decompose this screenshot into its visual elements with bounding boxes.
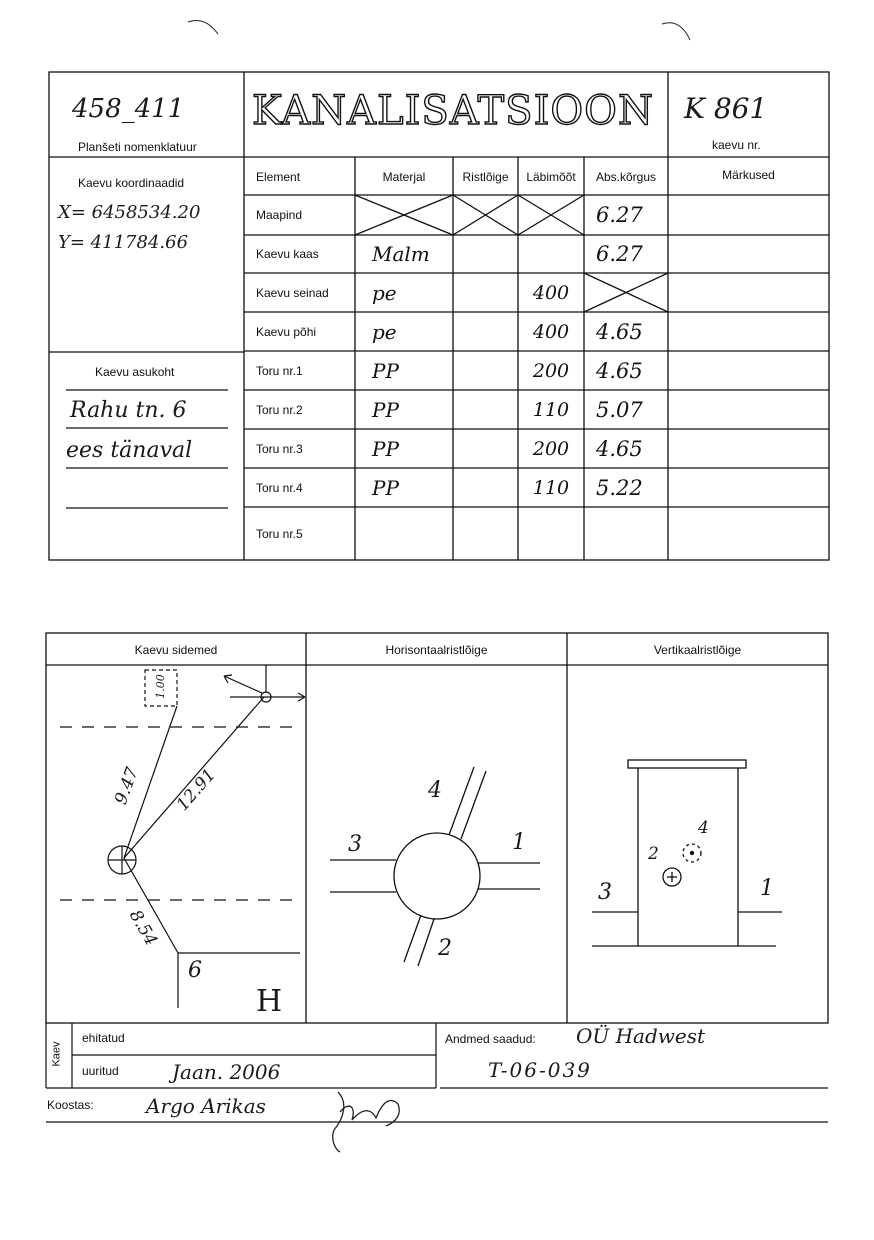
cell-diameter: [518, 195, 584, 235]
cell-element: Toru nr.5: [256, 526, 303, 541]
built-label: ehitatud: [82, 1031, 125, 1045]
cell-element: Kaevu seinad: [256, 285, 329, 300]
cell-element: Kaevu põhi: [256, 324, 317, 339]
v-pipe-2-label: 2: [648, 844, 659, 864]
tie-letter: H: [256, 984, 283, 1019]
compiled-value: Argo Arikas: [146, 1094, 266, 1118]
tie-b-value: 12.91: [172, 765, 220, 815]
v-pipe-4-label: 4: [698, 818, 709, 838]
well-side-label: Kaev: [50, 1041, 63, 1067]
data-code-value: T-06-039: [488, 1058, 592, 1082]
cell-notes: [668, 351, 829, 390]
cell-section: [453, 429, 518, 468]
cell-section: [453, 390, 518, 429]
cell-diameter: 400: [532, 320, 570, 343]
cell-material: pe: [372, 319, 397, 344]
data-source-value: OÜ Hadwest: [576, 1024, 706, 1048]
h-pipe-3-label: 3: [348, 832, 362, 857]
cell-element: Toru nr.4: [256, 480, 303, 495]
cell-material: PP: [372, 475, 399, 500]
cell-diameter: 200: [532, 437, 570, 460]
tie-small-value: 1.00: [153, 674, 167, 699]
cell-notes: [668, 468, 829, 507]
x-coordinate: X= 6458534.20: [58, 202, 201, 223]
cell-notes: [668, 195, 829, 235]
location-line-2: ees tänaval: [66, 438, 193, 463]
cell-section: [453, 351, 518, 390]
cell-material: PP: [372, 358, 399, 383]
cell-notes: [668, 390, 829, 429]
data-source-label: Andmed saadud:: [445, 1032, 536, 1046]
location-line-1: Rahu tn. 6: [70, 398, 187, 423]
tie-c-value: 8.54: [124, 906, 162, 950]
cell-element: Maapind: [256, 208, 303, 222]
cell-material: PP: [372, 397, 399, 422]
cell-material: PP: [372, 436, 399, 461]
y-coordinate: Y= 411784.66: [58, 232, 189, 253]
h-pipe-1-label: 1: [512, 830, 526, 855]
cell-element: Toru nr.3: [256, 441, 303, 456]
surveyed-value: Jaan. 2006: [172, 1060, 281, 1084]
cell-material: [362, 195, 454, 235]
cell-diameter: 110: [532, 476, 570, 499]
cell-section: [453, 507, 518, 560]
cell-notes: [668, 507, 829, 560]
cell-material: Malm: [372, 242, 430, 266]
cell-element: Toru nr.2: [256, 402, 303, 417]
well-number-value: K 861: [684, 92, 768, 125]
nomenclature-label: Planšeti nomenklatuur: [78, 140, 197, 154]
cell-element: Toru nr.1: [256, 363, 303, 378]
cell-section: [453, 273, 518, 312]
horizontal-section-label: Horisontaalristlõige: [385, 643, 488, 657]
v-pipe-3-label: 3: [598, 880, 612, 905]
cell-abs: 5.07: [596, 397, 643, 422]
cell-notes: [668, 312, 829, 351]
well-number-label: kaevu nr.: [712, 138, 761, 152]
cell-notes: [668, 273, 829, 312]
cell-section: [453, 312, 518, 351]
column-header-element: Element: [256, 170, 301, 184]
location-label: Kaevu asukoht: [95, 365, 175, 379]
cell-notes: [668, 235, 829, 273]
cell-section: [453, 235, 518, 273]
cell-section: [453, 195, 518, 235]
cell-abs: 4.65: [596, 358, 643, 383]
nomenclature-value: 458_411: [72, 94, 185, 124]
cell-notes: [668, 429, 829, 468]
cell-element: Kaevu kaas: [256, 247, 319, 261]
compiled-label: Koostas:: [47, 1098, 94, 1112]
cell-abs: 5.22: [596, 475, 643, 500]
column-header-material: Materjal: [382, 170, 426, 184]
coordinates-label: Kaevu koordinaadid: [78, 176, 185, 190]
tie-a-value: 9.47: [111, 764, 143, 808]
cell-material: pe: [372, 280, 397, 305]
v-pipe-1-label: 1: [760, 876, 774, 901]
page-title: KANALISATSIOON: [252, 88, 654, 134]
cell-diameter: [518, 507, 584, 560]
cell-material: [362, 507, 454, 560]
column-header-diameter: Läbimõõt: [526, 170, 576, 184]
cell-abs: [586, 507, 668, 560]
vertical-section-label: Vertikaalristlõige: [653, 643, 742, 657]
h-pipe-4-label: 4: [428, 778, 442, 803]
cell-diameter: [518, 235, 584, 273]
cell-section: [453, 468, 518, 507]
cell-abs: [586, 273, 668, 312]
cell-abs: 6.27: [596, 203, 643, 227]
cell-abs: 4.65: [596, 319, 643, 344]
cell-diameter: 400: [532, 281, 570, 304]
cell-diameter: 110: [532, 398, 570, 421]
column-header-section: Ristlõige: [462, 170, 509, 184]
ties-label: Kaevu sidemed: [134, 643, 218, 657]
surveyed-label: uuritud: [82, 1064, 119, 1078]
h-pipe-2-label: 2: [438, 936, 452, 961]
column-header-notes: Märkused: [722, 168, 775, 182]
column-header-abs-height: Abs.kõrgus: [595, 170, 657, 184]
cell-abs: 6.27: [596, 242, 643, 266]
cell-abs: 4.65: [596, 436, 643, 461]
tie-digit: 6: [188, 958, 202, 983]
cell-diameter: 200: [532, 359, 570, 382]
